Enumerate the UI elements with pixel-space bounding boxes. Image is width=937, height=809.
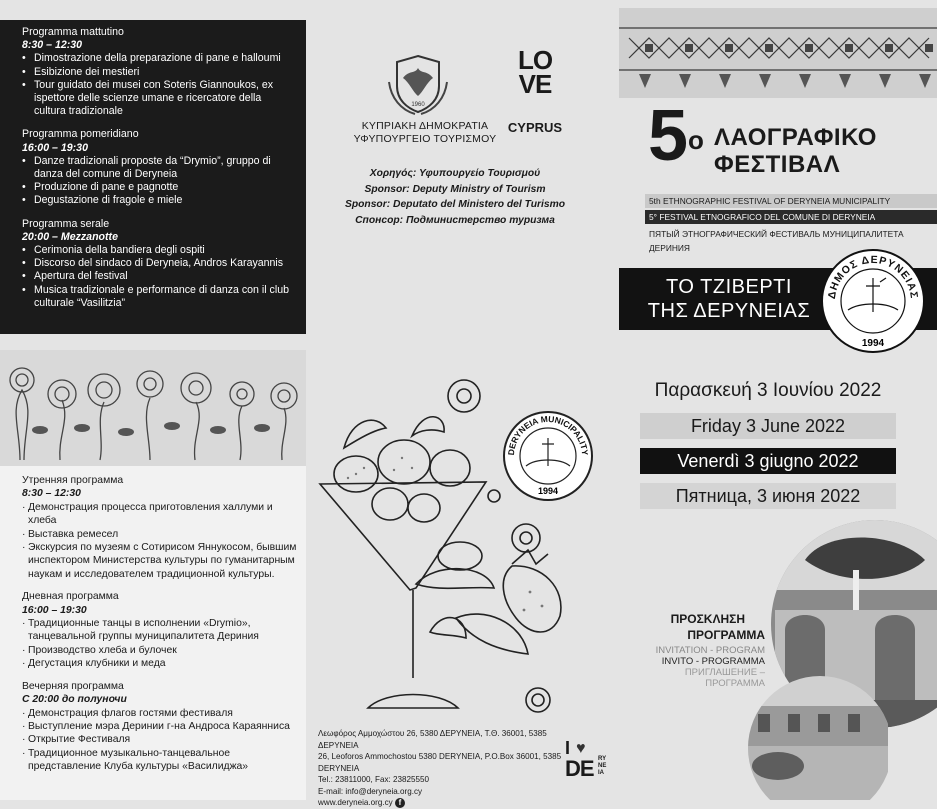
list-item: • Discorso del sindaco di Deryneia, Andros Karayannis [22, 257, 296, 270]
list-item: · Экскурсия по музеям с Сотирисом Яннукосом, бывшим инспектором Министерства культуры по гуманитарным наукам и исследователем традиционной культуры. [22, 541, 298, 581]
festival-title [714, 124, 877, 178]
list-item: · Демонстрация процесса приготовления халлуми и хлеба [22, 501, 298, 528]
list-item: • Apertura del festival [22, 270, 296, 283]
logo-arc-text-greek: ΔΗΜΟΣ ΔΕΡΥΝΕΙΑΣ [825, 253, 921, 300]
list-item: • Degustazione di fragole e miele [22, 194, 296, 207]
programme-russian [0, 466, 306, 800]
section-title: Programma pomeridiano [22, 128, 139, 141]
section-time: С 20:00 до полуночи [22, 694, 127, 706]
title-line-2: ΦΕΣΤΙΒΑΛ [714, 151, 841, 178]
list-item: · Демонстрация флагов гостями фестиваля [22, 707, 298, 720]
section-time: 16:00 – 19:30 [22, 604, 87, 616]
love-cyprus-word: CYPRUS [507, 120, 563, 135]
love-cyprus-logo [506, 45, 564, 148]
morning-section [22, 474, 298, 581]
evening-section [22, 218, 296, 310]
sponsor-ru: Спонсор: Подминистерство туризма [355, 215, 555, 227]
contact-address [318, 728, 578, 809]
logo-arc-text: DERYNEIA MUNICIPALITY [505, 413, 591, 456]
list-item: · Традиционные танцы в исполнении «Drymio», танцевальной группы муниципалитета Дериния [22, 617, 298, 644]
invitation-gr: ΠΡΟΣΚΛΗΣΗ [670, 612, 745, 626]
emblem-year: 1960 [411, 102, 425, 108]
list-item: • Cerimonia della bandiera degli ospiti [22, 244, 296, 257]
date-english: Friday 3 June 2022 [640, 413, 896, 439]
subtitle-en: 5th ETHNOGRAPHIC FESTIVAL OF DERYNEIA MUNICIPALITY [645, 194, 937, 208]
ordinal: ο [688, 125, 704, 155]
list-item: · Открытие Фестиваля [22, 733, 298, 746]
sponsors-block [340, 166, 570, 229]
logo-de: DE [565, 756, 594, 781]
list-item: · Выступление мэра Деринии г-на Андроса Караянниса [22, 720, 298, 733]
invitation-ru: ПРИГЛАШЕНИЕ – ПРОГРАММА [684, 667, 765, 689]
list-item: • Esibizione dei mestieri [22, 66, 296, 79]
facebook-icon: f [395, 798, 405, 808]
logo-ryneia: RY NE IA [598, 756, 607, 776]
sponsor-gr: Χορηγός: Υφυπουργείο Τουρισμού [369, 168, 541, 179]
evening-section [22, 680, 298, 774]
section-time: 16:00 – 19:30 [22, 141, 88, 154]
festival-name-line-2: ΤΗΣ ΔΕΡΥΝΕΙΑΣ [647, 300, 811, 322]
sponsor-it: Sponsor: Deputato del Ministero del Turismo [344, 199, 566, 211]
section-title: Programma mattutino [22, 26, 124, 38]
number: 5 [648, 96, 689, 176]
date-italian: Venerdì 3 giugno 2022 [640, 448, 896, 474]
ministry-name [345, 120, 505, 146]
morning-section [22, 26, 296, 118]
ministry-line-2: ΥΦΥΠΟΥΡΓΕΙΟ ΤΟΥΡΙΣΜΟΥ [353, 133, 497, 145]
programme-italian [0, 20, 306, 334]
list-item: • Produzione di pane e pagnotte [22, 181, 296, 194]
subtitle-it: 5° FESTIVAL ETNOGRAFICO DEL COMUNE DI DERYNEIA [645, 210, 937, 224]
address-gr: Λεωφόρος Αμμοχώστου 26, 5380 ΔΕΡΥΝΕΙΑ, Τ.Θ. 36001, 5385 ΔΕΡΥΝΕΙΑ [318, 729, 547, 750]
date-greek: Παρασκευή 3 Ιουνίου 2022 [654, 380, 882, 401]
list-item: • Danze tradizionali proposte da “Drymio”, gruppo di danza del comune di Deryneia [22, 155, 296, 181]
contact-phone: Tel.: 23811000, Fax: 23825550 [318, 775, 429, 784]
section-title: Утренняя программа [22, 475, 124, 486]
list-item: · Производство хлеба и булочек [22, 644, 298, 657]
heart-icon: ♥ [576, 740, 586, 757]
ministry-line-1: ΚΥΠΡΙΑΚΗ ΔΗΜΟΚΡΑΤΙΑ [361, 120, 489, 132]
section-time: 8:30 – 12:30 [22, 488, 81, 500]
list-item: • Tour guidato dei musei con Soteris Giannoukos, ex ispettore delle scienze umane e ricercatore della cultura tradizionale [22, 79, 296, 119]
afternoon-section [22, 590, 298, 670]
contact-website [318, 797, 578, 809]
section-time: 20:00 – Mezzanotte [22, 230, 118, 243]
website-url: www.deryneia.org.cy [318, 798, 393, 807]
list-item: · Традиционное музыкально-танцевальное представление Клуба культуры «Василиджа» [22, 747, 298, 774]
logo-i: I [565, 738, 571, 758]
date-russian: Пятница, 3 июня 2022 [640, 483, 896, 509]
programme-gr: ΠΡΟΓΡΑΜΜΑ [687, 628, 765, 642]
logo-year: 1994 [537, 486, 559, 496]
section-title: Вечерняя программа [22, 680, 124, 692]
logo-year-right: 1994 [861, 338, 885, 349]
section-title: Дневная программа [22, 591, 119, 603]
section-title: Programma serale [22, 217, 110, 230]
i-love-deryneia-logo [565, 738, 615, 786]
festival-number [648, 96, 704, 176]
love-ve: VE [518, 69, 552, 99]
love-lo: LO [517, 45, 553, 75]
invitation-it: INVITO - PROGRAMMA [661, 656, 765, 667]
afternoon-section [22, 128, 296, 207]
cyprus-emblem-icon [385, 52, 451, 118]
title-line-1: ΛΑΟΓΡΑΦΙΚΟ [714, 124, 877, 151]
sponsor-en: Sponsor: Deputy Ministry of Tourism [364, 183, 546, 195]
deryneia-municipality-logo-greek [820, 248, 926, 354]
subtitle-ru: ПЯТЫЙ ЭТНОГРАФИЧЕСКИЙ ФЕСТИВАЛЬ МУНИЦИПАЛИТЕТА ДЕРИНИЯ [649, 229, 904, 253]
invitation-block [625, 611, 765, 689]
floral-pattern-left [0, 350, 306, 466]
deryneia-municipality-logo [500, 408, 596, 504]
list-item: · Выставка ремесел [22, 528, 298, 541]
photo-village-square [748, 676, 888, 800]
list-item: · Дегустация клубники и меда [22, 657, 298, 670]
invitation-en: INVITATION - PROGRAM [655, 645, 765, 656]
section-time: 8:30 – 12:30 [22, 39, 83, 52]
contact-email: E-mail: info@deryneia.org.cy [318, 786, 423, 796]
festival-name-line-1: ΤΟ ΤΖΙΒΕΡΤΙ [666, 276, 792, 298]
list-item: • Musica tradizionale e performance di danza con il club culturale “Vasilitzia” [22, 284, 296, 310]
embroidery-pattern-top [619, 8, 937, 98]
list-item: • Dimostrazione della preparazione di pane e halloumi [22, 52, 296, 65]
address-en: 26, Leoforos Ammochostou 5380 DERYNEIA, P.O.Box 36001, 5385 DERYNEIA [318, 752, 562, 773]
